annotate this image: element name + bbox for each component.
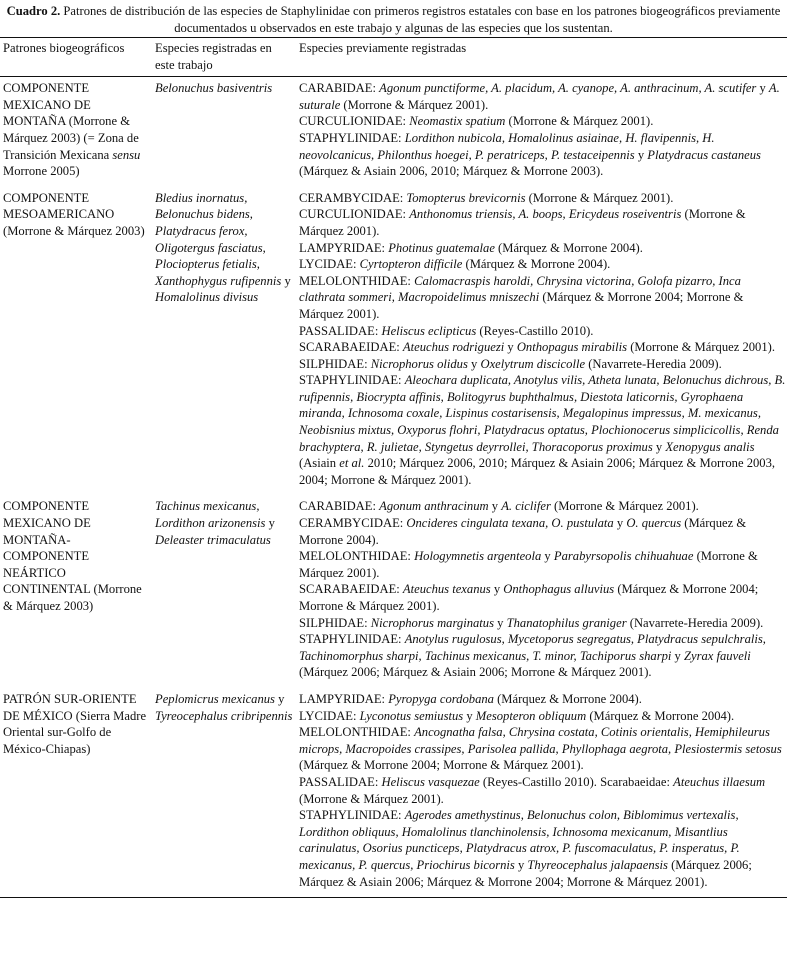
caption-label: Cuadro 2. (6, 4, 61, 18)
text: 2010; Márquez 2006, 2010; Márquez & Asiain 2006; Márquez & Morrone 2003, 2004; Morrone & Márquez 2001). (299, 456, 776, 487)
text: y (274, 691, 285, 706)
pattern-cell (0, 495, 152, 688)
italic-text: Heliscus vasquezae (381, 774, 480, 789)
text: CURCULIONIDAE: (299, 207, 410, 222)
text: y (756, 81, 769, 96)
family-entry (299, 113, 787, 130)
family-entry (299, 581, 787, 614)
family-entry (299, 206, 787, 239)
table-row (0, 77, 787, 187)
italic-text: Oxelytrum discicolle (480, 356, 586, 371)
text: (Márquez & Morrone 2004). (462, 257, 611, 272)
text: LAMPYRIDAE: (299, 691, 389, 706)
text: STAPHYLINIDAE: (299, 130, 405, 145)
table-caption (0, 0, 787, 37)
text: (Márquez & Morrone 2004; Morrone & Márquez 2001). (299, 758, 584, 773)
family-entry (299, 515, 787, 548)
text: Morrone 2005) (3, 164, 80, 179)
italic-text: sensu (112, 147, 141, 162)
text: y (671, 648, 684, 663)
text: SCARABAEIDAE: (299, 582, 403, 597)
text: CERAMBYCIDAE: (299, 190, 407, 205)
italic-text: A. suturale (299, 81, 780, 112)
text: y (541, 549, 554, 564)
italic-text: Onthophagus alluvius (503, 582, 615, 597)
text: CARABIDAE: (299, 81, 380, 96)
italic-text: Nicrophorus olidus (370, 356, 468, 371)
italic-text: Deleaster trimaculatus (155, 532, 271, 547)
text: SILPHIDAE: (299, 615, 371, 630)
header-previous-species: Especies previamente registradas (296, 38, 787, 77)
text: MELOLONTHIDAE: (299, 549, 415, 564)
text: PASSALIDAE: (299, 774, 382, 789)
text: (Morrone & Márquez 2001). (550, 499, 699, 514)
text: y (490, 582, 504, 597)
header-species-this-work: Especies registradas en este trabajo (152, 38, 296, 77)
text: (Morrone & Márquez 2001). (627, 340, 775, 355)
species-this-work-cell (152, 688, 296, 898)
text: COMPONENTE MEXICANO DE MONTAÑA (Morrone & Márquez 2003) (= Zona de Transición Mexicana (3, 81, 139, 162)
text: y (652, 439, 666, 454)
text: (Márquez & Morrone 2004; Morrone & Márquez 2001). (299, 290, 744, 321)
italic-text: Ateuchus illaesum (673, 774, 766, 789)
text: (Reyes-Castillo 2010). (476, 323, 594, 338)
species-this-work-cell (152, 495, 296, 688)
family-entry (299, 615, 787, 632)
italic-text: Thanatophilus graniger (506, 615, 627, 630)
text: (Morrone & Márquez 2001). (299, 791, 444, 806)
text: PASSALIDAE: (299, 323, 382, 338)
italic-text: Agonum punctiforme, A. placidum, A. cyanope, A. anthracinum, A. scutifer (379, 81, 757, 96)
header-patterns: Patrones biogeográficos (0, 38, 152, 77)
family-entry (299, 807, 787, 890)
italic-text: Platydracus castaneus (647, 147, 761, 162)
text: CERAMBYCIDAE: (299, 516, 407, 531)
previous-species-cell (296, 688, 787, 898)
family-entry (299, 498, 787, 515)
family-entry (299, 130, 787, 180)
header-row (0, 38, 787, 77)
text: y (634, 147, 648, 162)
table-row (0, 688, 787, 898)
text: STAPHYLINIDAE: (299, 808, 405, 823)
text: STAPHYLINIDAE: (299, 373, 405, 388)
text: y (488, 499, 502, 514)
italic-text: Agonum anthracinum (379, 499, 489, 514)
text: y (467, 356, 481, 371)
family-entry (299, 240, 787, 257)
text: LYCIDAE: (299, 708, 360, 723)
family-entry (299, 273, 787, 323)
species-this-work-cell (152, 187, 296, 496)
italic-text: O. quercus (626, 516, 682, 531)
italic-text: Tomopterus brevicornis (406, 190, 526, 205)
text: (Navarrete-Heredia 2009). (626, 615, 764, 630)
distribution-patterns-table (0, 37, 787, 898)
family-entry (299, 190, 787, 207)
family-entry (299, 691, 787, 708)
pattern-cell (0, 187, 152, 496)
family-entry (299, 631, 787, 681)
text: MELOLONTHIDAE: (299, 273, 415, 288)
table-row (0, 495, 787, 688)
family-entry (299, 548, 787, 581)
italic-text: Heliscus eclipticus (381, 323, 477, 338)
text: y (613, 516, 627, 531)
italic-text: Xenopygus analis (665, 439, 755, 454)
text: COMPONENTE MEXICANO DE MONTAÑA-COMPONENTE NEÁRTICO CONTINENTAL (Morrone & Márquez 2003) (3, 499, 142, 613)
italic-text: Parabyrsopolis chihuahuae (553, 549, 694, 564)
text: LAMPYRIDAE: (299, 240, 389, 255)
italic-text: Belonuchus basiventris (155, 81, 273, 96)
text: y (514, 857, 528, 872)
text: SILPHIDAE: (299, 356, 371, 371)
italic-text: Anotylus rugulosus, Mycetoporus segregatus, Platydracus sepulchralis, Tachinomorphus sharpi, Tachinus mexicanus, T. minor, Tachiporus sharpi (299, 632, 766, 663)
text: COMPONENTE MESOAMERICANO (Morrone & Márquez 2003) (3, 190, 145, 238)
family-entry (299, 372, 787, 488)
family-entry (299, 339, 787, 356)
italic-text: Tachinus mexicanus, Lordithon arizonensis (155, 499, 266, 531)
text: (Márquez & Morrone 2004; Morrone & Márquez 2001). (299, 582, 759, 613)
text: (Márquez & Morrone 2004). (493, 691, 642, 706)
family-entry (299, 80, 787, 113)
italic-text: A. ciclifer (501, 499, 551, 514)
family-entry (299, 356, 787, 373)
family-entry (299, 724, 787, 774)
italic-text: Nicrophorus marginatus (370, 615, 494, 630)
text: (Morrone & Márquez 2001). (299, 549, 758, 580)
italic-text: et al. (339, 456, 365, 471)
italic-text: Zyrax fauveli (683, 648, 751, 663)
italic-text: Peplomicrus mexicanus (155, 691, 275, 706)
italic-text: Ateuchus rodriguezi (402, 340, 505, 355)
italic-text: Oncideres cingulata texana, O. pustulata (406, 516, 614, 531)
text: (Márquez & Morrone 2004). (299, 516, 747, 547)
text: (Morrone & Márquez 2001). (505, 114, 654, 129)
text: (Márquez & Asiain 2006, 2010; Márquez & Morrone 2003). (299, 164, 604, 179)
family-entry (299, 256, 787, 273)
text: (Morrone & Márquez 2001). (299, 207, 746, 238)
text: (Reyes-Castillo 2010). Scarabaeidae: (479, 774, 674, 789)
italic-text: Hologymnetis argenteola (414, 549, 542, 564)
italic-text: Cyrtopteron difficile (359, 257, 463, 272)
text: CARABIDAE: (299, 499, 380, 514)
italic-text: Agerodes amethystinus, Belonuchus colon, Biblomimus vertexalis, Lordithon obliquus, Homalolinus tlanchinolensis, Ichnosoma mexicanum, Misantlius carinulatus, Osorius puncticeps, Platydracus atrox, P. fuscomaculatus, P. insperatus, P. mexicanus, P. quercus, Priochirus bicornis (299, 808, 740, 872)
previous-species-cell (296, 187, 787, 496)
text: (Márquez & Morrone 2004). (586, 708, 735, 723)
italic-text: Anthonomus triensis, A. boops, Ericydeus roseiventris (409, 207, 682, 222)
species-this-work-cell (152, 77, 296, 187)
previous-species-cell (296, 495, 787, 688)
text: (Asiain (299, 456, 340, 471)
text: (Márquez 2006; Márquez & Asiain 2006; Márquez & Morrone 2004; Morrone & Márquez 2001). (299, 857, 752, 889)
text: CURCULIONIDAE: (299, 114, 410, 129)
italic-text: Calomacraspis haroldi, Chrysina victorina, Golofa pizarro, Inca clathrata sommeri, Macropoidelimus mniszechi (299, 273, 741, 305)
italic-text: Onthopagus mirabilis (516, 340, 628, 355)
text: PATRÓN SUR-ORIENTE DE MÉXICO (Sierra Madre Oriental sur-Golfo de México-Chiapas) (3, 691, 147, 756)
family-entry (299, 774, 787, 807)
text: SCARABAEIDAE: (299, 340, 403, 355)
pattern-cell (0, 77, 152, 187)
caption-text: Patrones de distribución de las especies de Staphylinidae con primeros registros estatales con base en los patrones biogeográficos previamente documentados u observados en este trabajo y algunas de las especies que los sustentan. (60, 4, 781, 35)
italic-text: Bledius inornatus, Belonuchus bidens, Platydracus ferox, Oligotergus fasciatus, Plociopterus fetialis, Xanthophygus rufipennis (155, 190, 282, 288)
italic-text: Mesopteron obliquum (475, 708, 587, 723)
text: (Morrone & Márquez 2001). (340, 97, 489, 112)
text: STAPHYLINIDAE: (299, 632, 405, 647)
italic-text: Neomastix spatium (409, 114, 506, 129)
italic-text: Thyreocephalus jalapaensis (527, 857, 668, 872)
italic-text: Pyropyga cordobana (388, 691, 494, 706)
italic-text: Tyreocephalus cribripennis (155, 708, 293, 723)
table-row (0, 187, 787, 496)
text: MELOLONTHIDAE: (299, 725, 415, 740)
text: (Navarrete-Heredia 2009). (585, 356, 722, 371)
italic-text: Ancognatha falsa, Chrysina costata, Cotinis orientalis, Hemiphileurus microps, Macropoides crassipes, Parisolea pallida, Phyllophaga aegrota, Plesiostermis setosus (299, 725, 782, 756)
italic-text: Lordithon nubicola, Homalolinus asiainae, H. flavipennis, H. neovolcanicus, Philonthus hoegei, P. peratriceps, P. testaceipennis (299, 130, 715, 162)
italic-text: Aleochara duplicata, Anotylus vilis, Atheta lunata, Belonuchus dichrous, B. rufipennis, Biocrypta affinis, Bolitogyrus buphthalmus, Diestota laticornis, Gyrophaena miranda, Ichnosoma coxale, Lispinus costarisensis, Megalopinus impressus, M. mexicanus, Neobisnius mixtus, Oxyporus flohri, Platydracus optatus, Plochionocerus simplicicollis, Renda brachyptera, R. julietae, Styngetus deyrrollei, Thoracoporus proximus (299, 373, 786, 454)
text: (Márquez 2006; Márquez & Asiain 2006; Morrone & Márquez 2001). (299, 665, 652, 680)
italic-text: Homalolinus divisus (155, 290, 259, 305)
italic-text: Lyconotus semiustus (359, 708, 464, 723)
text: y (463, 708, 476, 723)
text: y (504, 340, 517, 355)
text: y (494, 615, 507, 630)
table-body (0, 77, 787, 898)
previous-species-cell (296, 77, 787, 187)
text: LYCIDAE: (299, 257, 360, 272)
text: y (265, 516, 275, 531)
italic-text: Photinus guatemalae (388, 240, 495, 255)
family-entry (299, 708, 787, 725)
family-entry (299, 323, 787, 340)
pattern-cell (0, 688, 152, 898)
text: (Márquez & Morrone 2004). (494, 240, 643, 255)
italic-text: Ateuchus texanus (402, 582, 491, 597)
text: (Morrone & Márquez 2001). (525, 190, 674, 205)
text: y (281, 273, 291, 288)
